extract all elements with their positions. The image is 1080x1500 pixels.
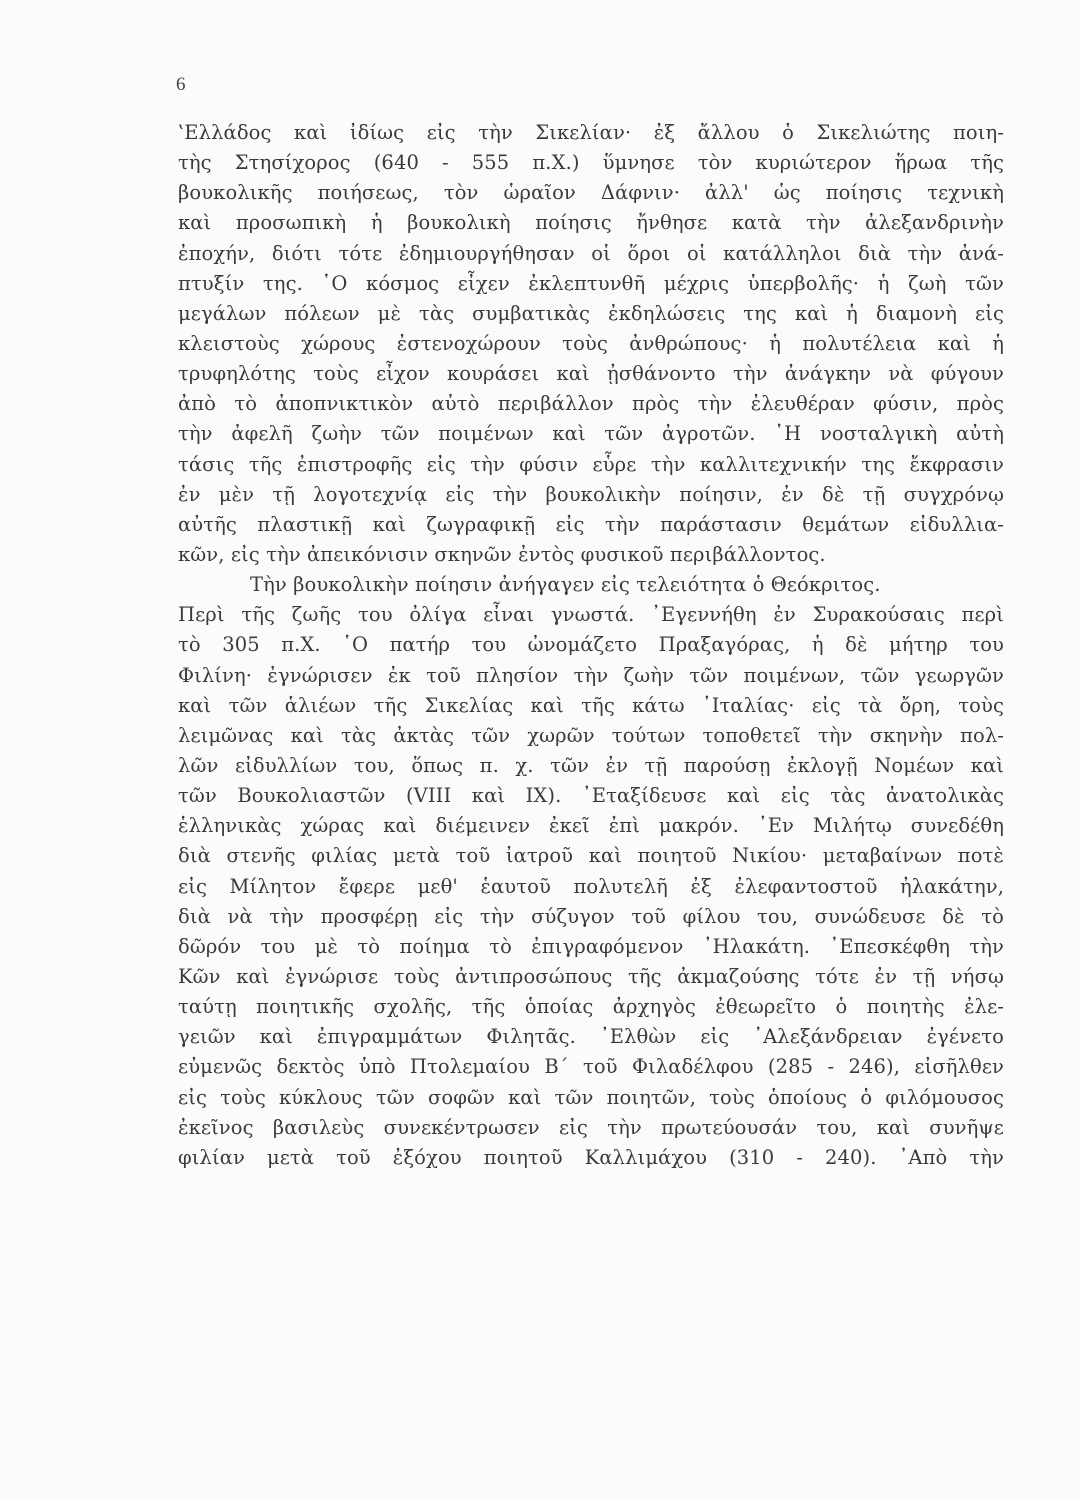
text-line: ταύτῃ ποιητικῆς σχολῆς, τῆς ὁποίας ἀρχηγὸς ἐθεωρεῖτο ὁ ποιητὴς ἐλε- [178,995,1004,1019]
body-text [178,118,1004,1173]
text-line: ἐποχήν, διότι τότε ἐδημιουργήθησαν οἱ ὅροι οἱ κατάλληλοι διὰ τὴν ἀνά- [178,241,1004,265]
text-line: εὐμενῶς δεκτὸς ὑπὸ Πτολεμαίου Β΄ τοῦ Φιλαδέλφου (285 - 246), εἰσῆλθεν [178,1055,1004,1079]
text-line: Φιλίνη· ἐγνώρισεν ἐκ τοῦ πλησίον τὴν ζωὴν τῶν ποιμένων, τῶν γεωργῶν [178,663,1004,687]
text-line: εἰς Μίλητον ἔφερε μεθ' ἑαυτοῦ πολυτελῆ ἐξ ἐλεφαντοστοῦ ἠλακάτην, [178,874,1004,898]
text-line: φιλίαν μετὰ τοῦ ἐξόχου ποιητοῦ Καλλιμάχου (310 - 240). ᾿Απὸ τὴν [178,1145,1004,1169]
text-line: διὰ νὰ τὴν προσφέρῃ εἰς τὴν σύζυγον τοῦ φίλου του, συνώδευσε δὲ τὸ [178,904,1004,928]
text-line: ἀπὸ τὸ ἀποπνικτικὸν αὐτὸ περιβάλλον πρὸς τὴν ἐλευθέραν φύσιν, πρὸς [178,392,1004,416]
text-line: εἰς τοὺς κύκλους τῶν σοφῶν καὶ τῶν ποιητῶν, τοὺς ὁποίους ὁ φιλόμουσος [178,1085,1004,1109]
page-number: 6 [176,74,186,95]
text-line: αὐτῆς πλαστικῇ καὶ ζωγραφικῇ εἰς τὴν παράστασιν θεμάτων εἰδυλλια- [178,512,1004,536]
text-line: βουκολικῆς ποιήσεως, τὸν ὡραῖον Δάφνιν· ἀλλ' ὡς ποίησις τεχνικὴ [178,181,1004,205]
text-line: τῶν Βουκολιαστῶν (VIII καὶ IX). ᾿Εταξίδευσε καὶ εἰς τὰς ἀνατολικὰς [178,784,1004,808]
text-line: ἐν μὲν τῇ λογοτεχνίᾳ εἰς τὴν βουκολικὴν ποίησιν, ἐν δὲ τῇ συγχρόνῳ [178,482,1004,506]
text-line: ‛Ελλάδος καὶ ἰδίως εἰς τὴν Σικελίαν· ἐξ ἄλλου ὁ Σικελιώτης ποιη- [178,121,1004,144]
text-line: Περὶ τῆς ζωῆς του ὀλίγα εἶναι γνωστά. ᾿Εγεννήθη ἐν Συρακούσαις περὶ [178,603,1004,627]
text-line: λῶν εἰδυλλίων του, ὅπως π. χ. τῶν ἐν τῇ παρούσῃ ἐκλογῇ Νομέων καὶ [178,753,1004,777]
text-line: ἑλληνικὰς χώρας καὶ διέμεινεν ἐκεῖ ἐπὶ μακρόν. ᾿Εν Μιλήτῳ συνεδέθη [178,814,1004,838]
text-line: ἐκεῖνος βασιλεὺς συνεκέντρωσεν εἰς τὴν πρωτεύουσάν του, καὶ συνῆψε [178,1115,1004,1139]
text-line: τὸ 305 π.Χ. ῾Ο πατήρ του ὠνομάζετο Πραξαγόρας, ἡ δὲ μήτηρ του [178,633,1004,657]
text-line: Κῶν καὶ ἐγνώρισε τοὺς ἀντιπροσώπους τῆς ἀκμαζούσης τότε ἐν τῇ νήσῳ [178,964,1004,988]
text-line: Τὴν βουκολικὴν ποίησιν ἀνήγαγεν εἰς τελειότητα ὁ Θεόκριτος. [250,573,881,597]
text-line: καὶ τῶν ἁλιέων τῆς Σικελίας καὶ τῆς κάτω ᾿Ιταλίας· εἰς τὰ ὄρη, τοὺς [178,693,1004,717]
text-line: τρυφηλότης τοὺς εἶχον κουράσει καὶ ᾐσθάνοντο τὴν ἀνάγκην νὰ φύγουν [178,362,1004,386]
text-line: καὶ προσωπικὴ ἡ βουκολικὴ ποίησις ἤνθησε κατὰ τὴν ἀλεξανδρινὴν [178,211,1004,235]
text-line: μεγάλων πόλεων μὲ τὰς συμβατικὰς ἐκδηλώσεις της καὶ ἡ διαμονὴ εἰς [178,301,1004,325]
text-line: κλειστοὺς χώρους ἐστενοχώρουν τοὺς ἀνθρώπους· ἡ πολυτέλεια καὶ ἡ [178,331,1004,355]
text-line: τὴς Στησίχορος (640 - 555 π.Χ.) ὕμνησε τὸν κυριώτερον ἥρωα τῆς [178,151,1004,175]
text-line: τὴν ἀφελῆ ζωὴν τῶν ποιμένων καὶ τῶν ἀγροτῶν. ῾Η νοσταλγικὴ αὐτὴ [178,422,1004,446]
text-line: τάσις τῆς ἐπιστροφῆς εἰς τὴν φύσιν εὗρε τὴν καλλιτεχνικήν της ἔκφρασιν [178,452,1004,476]
text-line: γειῶν καὶ ἐπιγραμμάτων Φιλητᾶς. ᾿Ελθὼν εἰς ᾿Αλεξάνδρειαν ἐγένετο [178,1025,1004,1049]
text-line: λειμῶνας καὶ τὰς ἀκτὰς τῶν χωρῶν τούτων τοποθετεῖ τὴν σκηνὴν πολ- [178,723,1004,747]
text-line: δῶρόν του μὲ τὸ ποίημα τὸ ἐπιγραφόμενον ᾿Ηλακάτη. ᾿Επεσκέφθη τὴν [178,934,1004,958]
text-line: διὰ στενῆς φιλίας μετὰ τοῦ ἰατροῦ καὶ ποιητοῦ Νικίου· μεταβαίνων ποτὲ [178,844,1004,868]
text-line: κῶν, εἰς τὴν ἀπεικόνισιν σκηνῶν ἐντὸς φυσικοῦ περιβάλλοντος. [178,542,826,566]
text-line: πτυξίν της. ῾Ο κόσμος εἶχεν ἐκλεπτυνθῆ μέχρις ὑπερβολῆς· ἡ ζωὴ τῶν [178,271,1004,295]
